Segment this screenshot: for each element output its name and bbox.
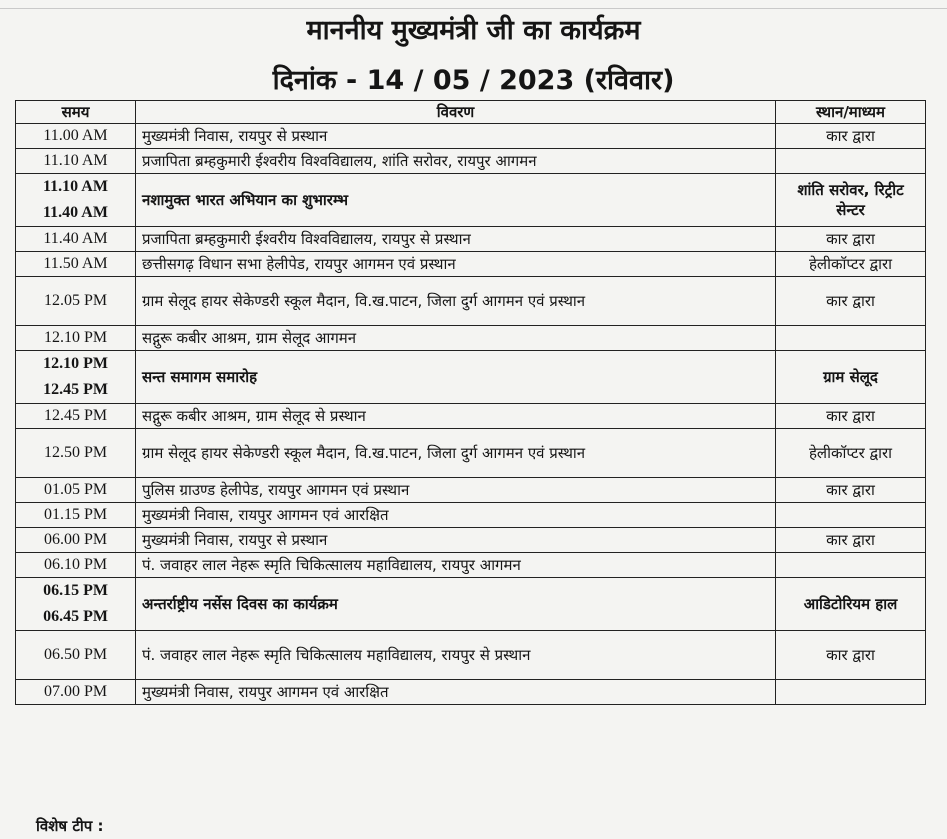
row-time: 11.40 AM — [16, 227, 136, 252]
page-top-edge — [0, 0, 947, 9]
row-time — [16, 578, 136, 631]
row-description: ग्राम सेलूद हायर सेकेण्डरी स्कूल मैदान, वि.ख.पाटन, जिला दुर्ग आगमन एवं प्रस्थान — [136, 429, 776, 478]
table-row — [16, 277, 926, 326]
row-description: मुख्यमंत्री निवास, रायपुर से प्रस्थान — [136, 124, 776, 149]
row-description: प्रजापिता ब्रम्हकुमारी ईश्वरीय विश्वविद्यालय, शांति सरोवर, रायपुर आगमन — [136, 149, 776, 174]
table-row — [16, 124, 926, 149]
table-row — [16, 478, 926, 503]
row-medium: कार द्वारा — [776, 277, 926, 326]
row-time-start: 06.15 PM — [43, 582, 108, 599]
row-medium: कार द्वारा — [776, 631, 926, 680]
row-time: 07.00 PM — [16, 680, 136, 705]
table-row — [16, 631, 926, 680]
row-description: नशामुक्त भारत अभियान का शुभारम्भ — [136, 174, 776, 227]
row-time: 06.10 PM — [16, 553, 136, 578]
special-note: विशेष टीप : — [36, 817, 104, 835]
table-row — [16, 429, 926, 478]
row-medium: कार द्वारा — [776, 404, 926, 429]
header-time: समय — [16, 101, 136, 124]
table-row — [16, 503, 926, 528]
row-medium: कार द्वारा — [776, 478, 926, 503]
row-description: पं. जवाहर लाल नेहरू स्मृति चिकित्सालय महाविद्यालय, रायपुर से प्रस्थान — [136, 631, 776, 680]
row-description: मुख्यमंत्री निवास, रायपुर आगमन एवं आरक्षित — [136, 680, 776, 705]
row-medium — [776, 553, 926, 578]
row-description: सद्गुरू कबीर आश्रम, ग्राम सेलूद से प्रस्थान — [136, 404, 776, 429]
row-description: मुख्यमंत्री निवास, रायपुर आगमन एवं आरक्षित — [136, 503, 776, 528]
table-row — [16, 528, 926, 553]
row-description: पं. जवाहर लाल नेहरू स्मृति चिकित्सालय महाविद्यालय, रायपुर आगमन — [136, 553, 776, 578]
row-description: अन्तर्राष्ट्रीय नर्सेस दिवस का कार्यक्रम — [136, 578, 776, 631]
row-time: 11.50 AM — [16, 252, 136, 277]
table-row — [16, 149, 926, 174]
row-time: 11.00 AM — [16, 124, 136, 149]
row-time — [16, 174, 136, 227]
row-time-end: 06.45 PM — [43, 608, 108, 625]
header-description: विवरण — [136, 101, 776, 124]
row-time: 06.50 PM — [16, 631, 136, 680]
row-time-start: 11.10 AM — [43, 178, 108, 195]
row-description: पुलिस ग्राउण्ड हेलीपेड, रायपुर आगमन एवं प्रस्थान — [136, 478, 776, 503]
row-description: छत्तीसगढ़ विधान सभा हेलीपेड, रायपुर आगमन एवं प्रस्थान — [136, 252, 776, 277]
row-time: 01.15 PM — [16, 503, 136, 528]
row-medium: हेलीकॉप्टर द्वारा — [776, 252, 926, 277]
document-date: दिनांक - 14 / 05 / 2023 (रविवार) — [272, 65, 675, 96]
schedule-table — [15, 100, 926, 705]
row-medium: ग्राम सेलूद — [776, 351, 926, 404]
row-time: 12.05 PM — [16, 277, 136, 326]
row-description: मुख्यमंत्री निवास, रायपुर से प्रस्थान — [136, 528, 776, 553]
row-time: 06.00 PM — [16, 528, 136, 553]
table-row — [16, 326, 926, 351]
row-medium: कार द्वारा — [776, 528, 926, 553]
table-header-row — [16, 101, 926, 124]
row-medium: आडिटोरियम हाल — [776, 578, 926, 631]
document-title: माननीय मुख्यमंत्री जी का कार्यक्रम — [306, 15, 641, 46]
row-time-start: 12.10 PM — [43, 355, 108, 372]
row-description: सन्त समागम समारोह — [136, 351, 776, 404]
row-medium: कार द्वारा — [776, 227, 926, 252]
table-row — [16, 252, 926, 277]
row-medium — [776, 503, 926, 528]
row-medium — [776, 326, 926, 351]
row-time-end: 12.45 PM — [43, 381, 108, 398]
row-time-end: 11.40 AM — [43, 204, 108, 221]
row-medium — [776, 680, 926, 705]
table-row — [16, 553, 926, 578]
table-row — [16, 680, 926, 705]
row-description: प्रजापिता ब्रम्हकुमारी ईश्वरीय विश्वविद्यालय, रायपुर से प्रस्थान — [136, 227, 776, 252]
row-description: ग्राम सेलूद हायर सेकेण्डरी स्कूल मैदान, वि.ख.पाटन, जिला दुर्ग आगमन एवं प्रस्थान — [136, 277, 776, 326]
row-time: 01.05 PM — [16, 478, 136, 503]
row-time: 12.50 PM — [16, 429, 136, 478]
row-time: 12.45 PM — [16, 404, 136, 429]
table-row — [16, 227, 926, 252]
header-medium: स्थान/माध्यम — [776, 101, 926, 124]
row-medium — [776, 149, 926, 174]
row-medium: कार द्वारा — [776, 124, 926, 149]
table-row — [16, 578, 926, 631]
row-time: 12.10 PM — [16, 326, 136, 351]
table-row — [16, 351, 926, 404]
row-time: 11.10 AM — [16, 149, 136, 174]
table-row — [16, 404, 926, 429]
table-row — [16, 174, 926, 227]
row-medium: शांति सरोवर, रिट्रीट सेन्टर — [776, 174, 926, 227]
row-description: सद्गुरू कबीर आश्रम, ग्राम सेलूद आगमन — [136, 326, 776, 351]
row-time — [16, 351, 136, 404]
row-medium: हेलीकॉप्टर द्वारा — [776, 429, 926, 478]
